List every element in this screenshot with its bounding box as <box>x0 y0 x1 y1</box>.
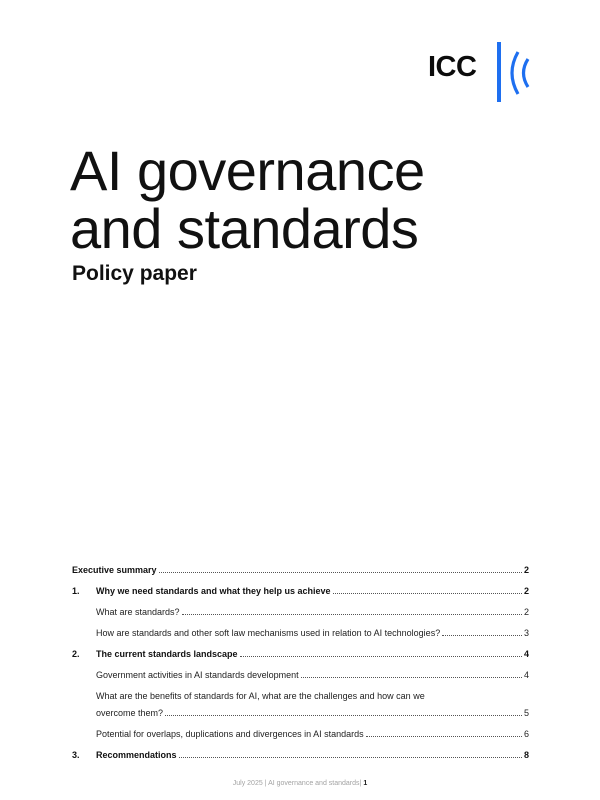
footer-doc-title: AI governance and standards <box>268 780 360 787</box>
document-subtitle: Policy paper <box>72 262 197 285</box>
toc-page-number: 2 <box>523 607 529 617</box>
toc-entry-section-3[interactable] <box>72 749 529 761</box>
toc-entry-text: What are standards? <box>96 607 180 617</box>
logo-wordmark: ICC <box>428 51 477 83</box>
toc-entry-text: Executive summary <box>72 565 157 575</box>
logo-arcs-icon <box>504 48 536 98</box>
toc-page-number: 3 <box>523 628 529 638</box>
toc-entry-text: How are standards and other soft law mechanisms used in relation to AI technologies? <box>96 628 441 638</box>
toc-entry-text: Government activities in AI standards development <box>96 670 299 680</box>
toc-entry-benefits-challenges[interactable] <box>96 690 529 719</box>
toc-entry-text-line-1: What are the benefits of standards for AI, what are the challenges and how can we <box>96 691 425 701</box>
toc-section-number: 3. <box>72 750 80 760</box>
toc-entry-overlaps-divergences[interactable] <box>96 728 529 740</box>
toc-page-number: 6 <box>523 729 529 739</box>
toc-leader-dots <box>182 614 522 615</box>
footer-separator: | <box>264 780 267 787</box>
toc-section-number: 2. <box>72 649 80 659</box>
toc-entry-text-line-2: overcome them? <box>96 708 164 718</box>
logo-bar <box>497 42 501 102</box>
toc-entry-soft-law-mechanisms[interactable] <box>96 627 529 639</box>
toc-entry-executive-summary[interactable] <box>72 564 529 576</box>
toc-leader-dots <box>333 593 522 594</box>
toc-leader-dots <box>366 736 522 737</box>
toc-entry-section-1[interactable] <box>72 585 529 597</box>
toc-page-number: 2 <box>523 586 529 596</box>
toc-page-number: 2 <box>523 565 529 575</box>
title-line-2: and standards <box>70 197 419 260</box>
document-title <box>70 139 425 260</box>
toc-leader-dots <box>301 677 522 678</box>
toc-page-number: 8 <box>523 750 529 760</box>
toc-leader-dots <box>240 656 522 657</box>
footer-page-number: 1 <box>363 780 368 787</box>
footer-separator: | <box>359 780 362 787</box>
toc-leader-dots <box>165 715 522 716</box>
table-of-contents <box>72 564 529 770</box>
toc-entry-text: Potential for overlaps, duplications and divergences in AI standards <box>96 729 364 739</box>
toc-page-number: 5 <box>523 708 529 718</box>
toc-entry-text: Why we need standards and what they help us achieve <box>96 586 331 596</box>
toc-page-number: 4 <box>523 670 529 680</box>
footer-date: July 2025 <box>232 780 263 787</box>
toc-entry-what-are-standards[interactable] <box>96 606 529 618</box>
toc-leader-dots <box>179 757 522 758</box>
toc-entry-text: Recommendations <box>96 750 177 760</box>
toc-entry-section-2[interactable] <box>72 648 529 660</box>
toc-entry-government-activities[interactable] <box>96 669 529 681</box>
toc-page-number: 4 <box>523 649 529 659</box>
toc-leader-dots <box>442 635 522 636</box>
toc-section-number: 1. <box>72 586 80 596</box>
icc-logo <box>428 42 538 104</box>
toc-leader-dots <box>159 572 522 573</box>
page-footer <box>0 780 600 787</box>
toc-entry-text: The current standards landscape <box>96 649 238 659</box>
title-line-1: AI governance <box>70 139 425 202</box>
